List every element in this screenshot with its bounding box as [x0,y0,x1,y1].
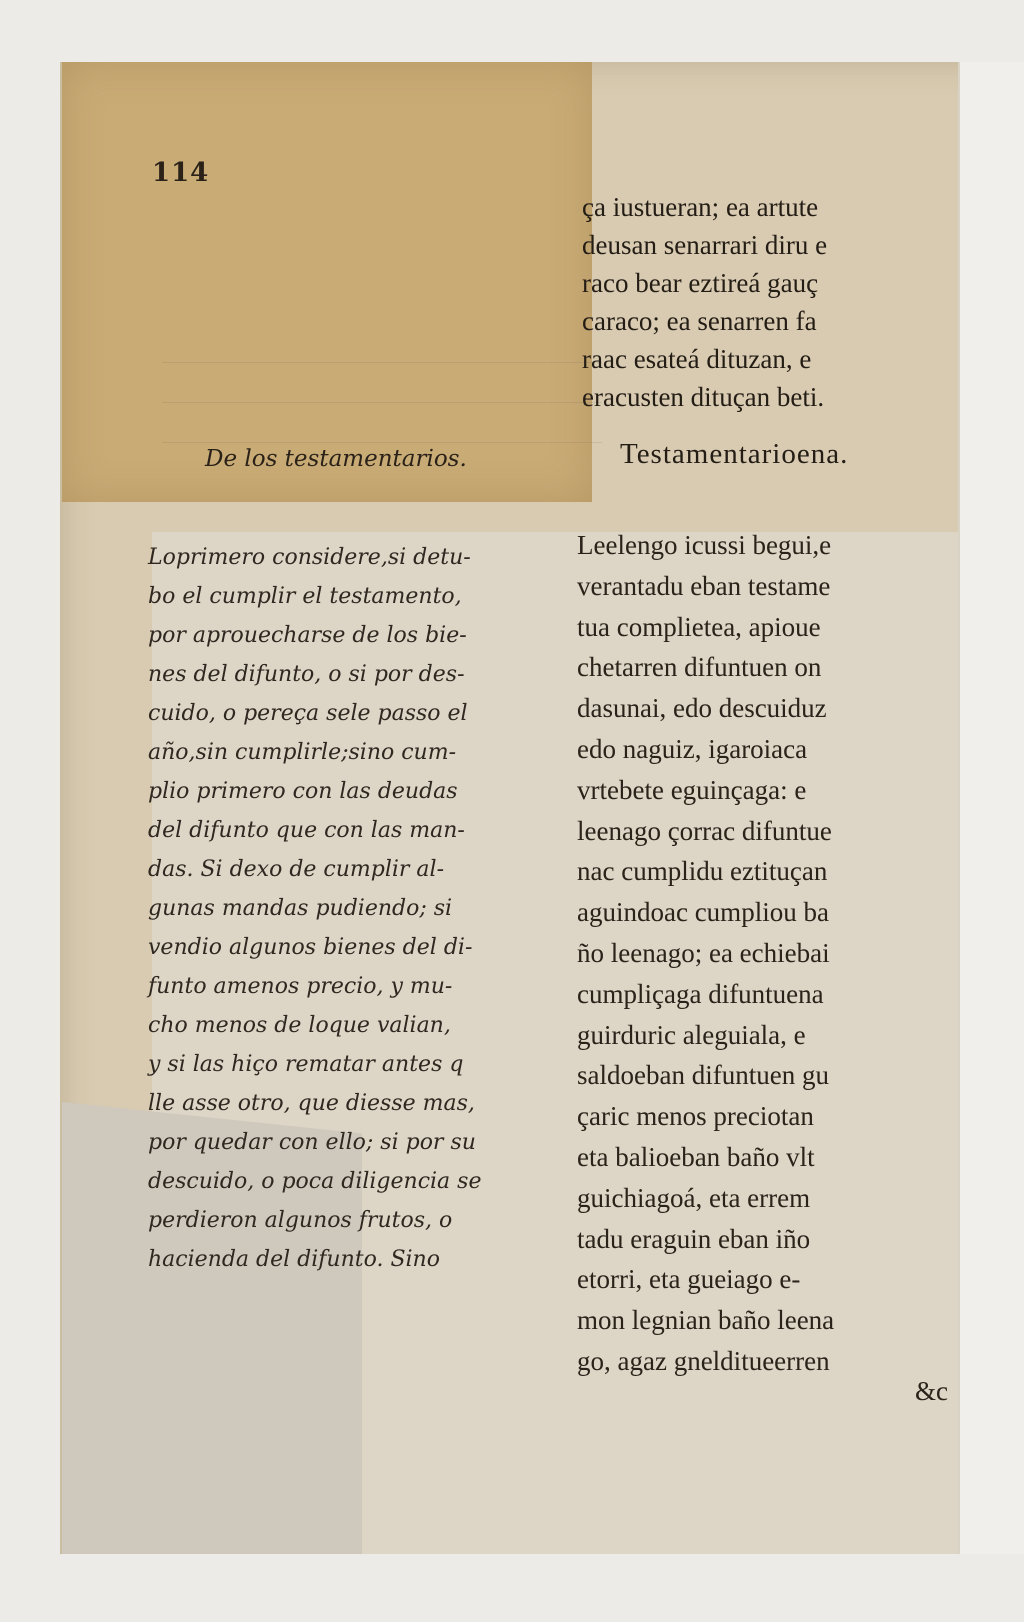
text-line: y si las hiço rematar antes q [148,1052,464,1077]
text-line: mon legnian baño leena [577,1305,835,1336]
text-line: por aprouecharse de los bie- [148,623,467,648]
text-line: tadu eraguin eban iño [577,1223,811,1254]
text-line: bo el cumplir el testamento, [148,584,462,609]
text-line: das. Si dexo de cumplir al- [148,857,445,882]
text-line: dasunai, edo descuiduz [577,693,827,724]
text-line: vendio algunos bienes del di- [148,935,473,960]
page-number: 114 [152,158,210,188]
text-line: çaric menos preciotan [577,1101,814,1132]
text-line: guirduric aleguiala, e [577,1019,806,1050]
text-line: verantadu eban testame [577,570,831,601]
text-line: cho menos de loque valian, [148,1013,451,1038]
text-line: cuido, o pereça sele passo el [148,701,468,726]
text-line: plio primero con las deudas [148,779,458,804]
text-line: aguindoac cumpliou ba [577,897,829,928]
text-line: eta balioeban baño vlt [577,1141,815,1172]
text-line: perdieron algunos frutos, o [148,1208,453,1233]
text-line: caraco; ea senarren fa [582,306,817,336]
left-column-heading: De los testamentarios. [205,446,467,472]
text-line: nes del difunto, o si por des- [148,662,465,687]
text-line: etorri, eta gueiago e- [577,1264,801,1295]
text-line: Loprimero considere,si detu- [148,545,471,570]
text-line: gunas mandas pudiendo; si [148,896,453,921]
bleed-through-line [162,442,602,443]
right-column-text [577,525,958,1382]
right-column-heading: Testamentarioena. [620,438,849,470]
bleed-through-line [162,402,602,403]
text-line: del difunto que con las man- [148,818,465,843]
text-line: lle asse otro, que diesse mas, [148,1091,475,1116]
text-line: funto amenos precio, y mu- [148,974,453,999]
catchword: &c [915,1376,948,1406]
text-line: hacienda del difunto. Sino [148,1247,440,1272]
text-line: ça iustueran; ea artute [582,192,819,222]
text-line: ño leenago; ea echiebai [577,937,830,968]
text-line: cumpliçaga difuntuena [577,978,824,1009]
text-line: vrtebete eguinçaga: e [577,774,807,805]
text-line: por quedar con ello; si por su [148,1130,476,1155]
text-line: go, agaz gnelditueerren [577,1345,830,1376]
text-line: raco bear eztireá gauç [582,268,819,298]
text-line: eracusten dituçan beti. [582,382,825,412]
text-line: saldoeban difuntuen gu [577,1060,829,1091]
right-column-top-text [582,188,958,416]
facing-page-edge [958,62,1024,1554]
left-column-text [148,538,563,1279]
text-line: nac cumplidu eztituçan [577,856,828,887]
bleed-through-line [162,362,602,363]
text-line: deusan senarrari diru e [582,230,828,260]
paper-stain-top [62,62,592,502]
text-line: raac esateá dituzan, e [582,344,812,374]
text-line: descuido, o poca diligencia se [148,1169,482,1194]
text-line: Leelengo icussi begui,e [577,530,832,560]
text-line: año,sin cumplirle;sino cum- [148,740,457,765]
text-line: leenago çorrac difuntue [577,815,832,846]
text-line: edo naguiz, igaroiaca [577,733,808,764]
text-line: guichiagoá, eta errem [577,1182,811,1213]
text-line: tua complietea, apioue [577,611,821,642]
text-line: chetarren difuntuen on [577,652,822,683]
